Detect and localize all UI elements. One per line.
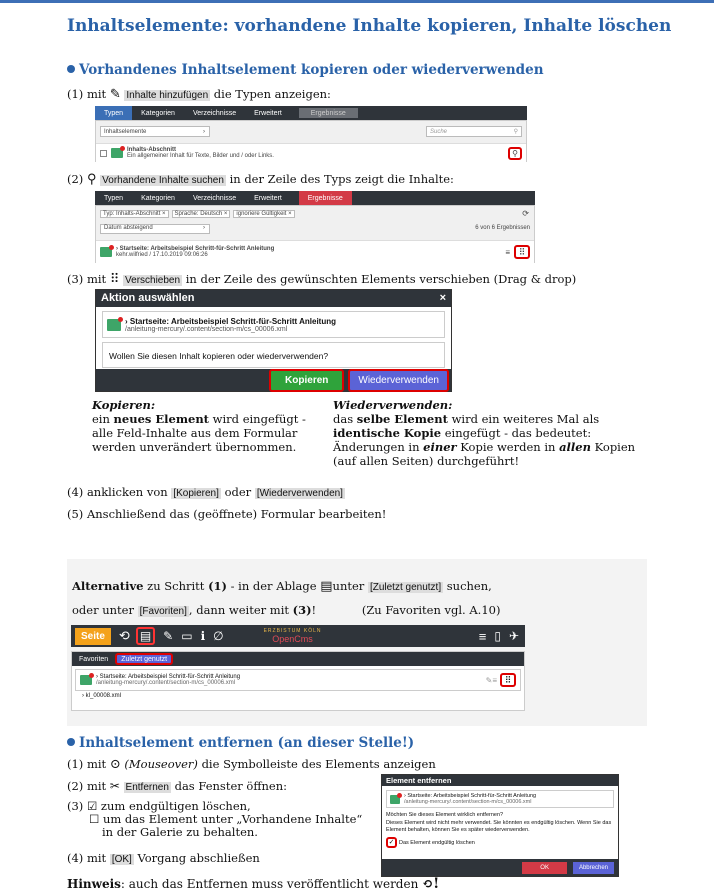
content-type-icon <box>80 675 92 685</box>
item-subtitle: kehr.wilfried / 17.10.2019 09:06:26 <box>116 252 208 258</box>
filter-chip[interactable]: ignoriere Gültigkeit × <box>233 210 294 218</box>
ok-button[interactable]: OK <box>522 862 567 874</box>
tab-bar <box>95 191 535 205</box>
bullet-icon <box>67 738 75 746</box>
ui-label: [OK] <box>111 854 132 865</box>
result-count: 6 von 6 Ergebnissen <box>475 225 530 231</box>
type-select[interactable]: Inhaltselemente › <box>100 126 210 137</box>
item-title: Inhalts-Abschnitt <box>127 147 176 153</box>
ui-label: [Zuletzt genutzt] <box>369 582 442 593</box>
copy-button[interactable]: Kopieren <box>269 369 344 392</box>
remove-step-2: (2) mit ✂ Entfernen das Fenster öffnen: <box>67 779 287 793</box>
reuse-button[interactable]: Wiederverwenden <box>348 369 449 392</box>
section-heading-copy <box>67 62 544 78</box>
delete-checkbox[interactable]: ✓ <box>386 837 397 848</box>
screenshot-search-results <box>95 191 535 263</box>
folder-icon[interactable]: ▭ <box>181 629 193 643</box>
ui-label: [Kopieren] <box>173 488 219 499</box>
remove-step-1: (1) mit ⊙ (Mouseover) die Symbolleiste des Elements anzeigen <box>67 757 436 772</box>
dialog-question: Wollen Sie diesen Inhalt kopieren oder wiederverwenden? <box>102 342 445 368</box>
tab-folders[interactable]: Verzeichnisse <box>192 109 237 117</box>
tab-recent[interactable]: Zuletzt genutzt <box>115 653 173 665</box>
hint: Hinweis: auch das Entfernen muss veröffentlicht werden ⟲! <box>67 876 440 892</box>
edit-icon[interactable]: ✎≡ <box>485 675 497 685</box>
dialog-footer <box>96 369 451 391</box>
dialog-item: › Startseite: Arbeitsbeispiel Schritt-für-Schritt Anleitung /anleitung-mercury/.content/section-m/cs_00006.xml <box>386 790 614 808</box>
recent-item[interactable] <box>75 669 521 691</box>
alt-line-1: Alternative zu Schritt (1) - in der Ablage ▤unter [Zuletzt genutzt] suchen, <box>72 579 492 594</box>
dialog-title: Aktion auswählen <box>101 292 195 304</box>
remove-dialog <box>381 774 619 877</box>
dialog-question: Möchten Sie dieses Element wirklich entfernen? <box>386 812 504 818</box>
tab-results[interactable]: Ergebnisse <box>299 191 352 205</box>
clipboard-panel <box>71 651 525 711</box>
step-5: (5) Anschließend das (geöffnete) Formular bearbeiten! <box>67 507 387 521</box>
step-text: mit <box>86 272 107 286</box>
section-title: Vorhandenes Inhaltselement kopieren oder wiederverwenden <box>79 62 544 78</box>
remove-step-4: (4) mit [OK] Vorgang abschließen <box>67 851 260 865</box>
alternative-box <box>67 559 647 726</box>
dialog-footer <box>382 859 618 876</box>
step-text: mit <box>86 87 107 101</box>
cancel-button[interactable]: Abbrechen <box>573 862 614 874</box>
disabled-icon[interactable]: ∅ <box>213 629 224 643</box>
results-panel <box>95 205 535 263</box>
dialog-item <box>102 311 445 338</box>
ui-label: Inhalte hinzufügen <box>126 90 209 101</box>
action-dialog <box>95 289 452 392</box>
tab-bar <box>95 106 527 120</box>
menu-icon[interactable]: ≡ <box>478 628 487 644</box>
search-icon: ⚲ <box>513 129 518 135</box>
opencms-logo: ERZBISTUM KÖLN OpenCms <box>263 628 322 644</box>
search-existing-icon[interactable]: ⚲ <box>508 147 522 160</box>
magic-wand-icon: ✎ <box>109 87 121 102</box>
close-icon[interactable]: × <box>439 292 446 304</box>
step-text: die Typen anzeigen: <box>213 87 331 101</box>
dialog-title: Element entfernen <box>382 775 618 786</box>
item-title: › Startseite: Arbeitsbeispiel Schritt-für-Schritt Anleitung <box>125 316 336 326</box>
reuse-explanation: Wiederverwenden: das selbe Element wird ein weiteres Mal als identische Kopie eingefügt - das bedeutet: Änderungen in einer Kopie werden in allen Kopien (auf allen Seiten) durchgeführt! <box>333 398 643 468</box>
dialog-header <box>96 290 451 307</box>
publish-icon: ⟲ <box>422 877 434 892</box>
screenshot-add-content <box>95 106 527 162</box>
clipboard-tabs <box>72 652 524 666</box>
content-type-icon <box>111 148 123 158</box>
page-button[interactable]: Seite <box>75 628 111 645</box>
move-grid-icon[interactable]: ⠿ <box>514 245 530 259</box>
tab-results[interactable]: Ergebnisse <box>299 108 358 118</box>
step-text: in der Zeile des gewünschten Elements verschieben (Drag & drop) <box>185 272 577 286</box>
search-panel <box>95 120 527 162</box>
clipboard-icon[interactable]: ▤ <box>136 627 155 645</box>
ui-label: Verschieben <box>125 275 181 286</box>
remove-step-3: (3) ☑ zum endgültigen löschen, ☐ um das Element unter „Vorhandene Inhalte“ in der Galerie zu behalten. <box>67 799 363 839</box>
tab-favorites[interactable]: Favoriten <box>79 655 109 663</box>
search-icon: ⚲ <box>86 172 97 187</box>
item-path: /anleitung-mercury/.content/section-m/cs_00006.xml <box>96 680 236 686</box>
item-title: › Startseite: Arbeitsbeispiel Schritt-für-Schritt Anleitung <box>116 246 275 252</box>
page-title: Inhaltselemente: vorhandene Inhalte kopieren, Inhalte löschen <box>67 16 672 36</box>
content-type-icon <box>100 247 112 257</box>
move-grid-icon: ⠿ <box>109 272 120 287</box>
info-icon[interactable]: ℹ <box>200 629 206 643</box>
publish-icon[interactable]: ⟲ <box>118 628 130 643</box>
copyright-note <box>0 759 1 820</box>
refresh-icon[interactable]: ⟳ <box>522 209 529 218</box>
copy-heading: Kopieren: <box>92 398 156 412</box>
item-title: › Startseite: Arbeitsbeispiel Schritt-für-Schritt Anleitung <box>96 674 241 680</box>
tab-categories[interactable]: Kategorien <box>141 194 175 202</box>
bookmark-icon[interactable]: ▯ <box>494 629 501 643</box>
step-text: in der Zeile des Typs zeigt die Inhalte: <box>229 172 454 186</box>
sort-select[interactable]: Datum absteigend › <box>100 224 210 234</box>
step-2 <box>67 172 454 187</box>
tab-types[interactable]: Typen <box>104 194 124 202</box>
copy-explanation: Kopieren: ein neues Element wird eingefügt - alle Feld-Inhalte aus dem Formular werden unverändert übernommen. <box>92 398 332 454</box>
checkbox[interactable] <box>100 150 107 157</box>
tab-folders[interactable]: Verzeichnisse <box>192 194 237 202</box>
clipboard-icon: ▤ <box>320 579 333 594</box>
step-1 <box>67 87 331 102</box>
item-subtitle: Ein allgemeiner Inhalt für Texte, Bilder und / oder Links. <box>127 153 274 159</box>
alt-line-2: oder unter [Favoriten] , dann weiter mit (3)! (Zu Favoriten vgl. A.10) <box>72 603 501 617</box>
ui-label: Vorhandene Inhalte suchen <box>102 175 224 186</box>
filter-chip[interactable]: Sprache: Deutsch × <box>172 210 231 218</box>
step-number: (1) <box>67 87 84 101</box>
section-title: Inhaltselement entfernen (an dieser Stelle!) <box>79 735 415 751</box>
remove-icon: ✂ <box>109 779 120 793</box>
tab-advanced[interactable]: Erweitert <box>254 194 282 202</box>
bullet-icon <box>67 65 75 73</box>
toolbar <box>71 625 525 647</box>
list-item[interactable]: › kl_00008.xml <box>82 693 122 699</box>
ui-label: [Wiederverwenden] <box>256 488 343 499</box>
tab-categories[interactable]: Kategorien <box>141 109 175 117</box>
tab-types[interactable]: Typen <box>95 106 132 120</box>
item-path: /anleitung-mercury/.content/section-m/cs_00006.xml <box>125 325 288 333</box>
list-item[interactable] <box>96 143 526 162</box>
target-icon: ⊙ <box>109 757 121 772</box>
pin-icon[interactable]: ✈ <box>508 629 519 643</box>
filter-chips <box>100 210 295 218</box>
search-input[interactable]: Suche ⚲ <box>426 126 522 137</box>
step-3 <box>67 272 576 287</box>
step-4: (4) anklicken von [Kopieren] oder [Wiederverwenden] <box>67 485 343 499</box>
reuse-heading: Wiederverwenden: <box>333 398 453 412</box>
delete-checkbox-row: ✓ Das Element endgültig löschen <box>382 835 618 850</box>
content-type-icon <box>390 795 400 804</box>
top-rule <box>0 0 714 3</box>
dialog-info: Dieses Element wird nicht mehr verwendet. Sie könnten es endgültig löschen. Wenn Sie das Element behalten, können Sie es später wiederverwenden. <box>386 820 612 833</box>
filter-chip[interactable]: Typ: Inhalts-Abschnitt × <box>100 210 169 218</box>
step-number: (2) <box>67 172 84 186</box>
ui-label: [Favoriten] <box>139 606 187 617</box>
content-type-icon <box>107 319 121 331</box>
step-number: (3) <box>67 272 84 286</box>
magic-wand-icon[interactable]: ✎ <box>163 629 174 643</box>
result-row[interactable] <box>96 240 534 263</box>
ui-label: Entfernen <box>125 782 169 793</box>
move-grid-icon[interactable]: ⠿ <box>500 673 516 687</box>
section-heading-remove <box>67 735 414 751</box>
tab-advanced[interactable]: Erweitert <box>254 109 282 117</box>
menu-icon[interactable]: ≡ <box>505 247 510 257</box>
